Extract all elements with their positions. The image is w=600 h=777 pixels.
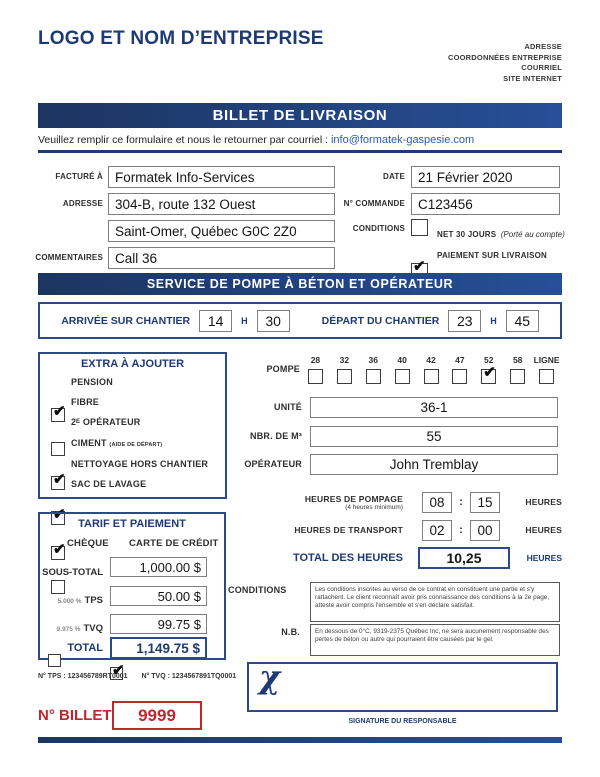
arrivee-heure-input[interactable] [199, 310, 232, 332]
cheque-label: CHÈQUE [67, 538, 109, 549]
date-value: 21 Février 2020 [418, 169, 513, 185]
heures-pompage-label-block [240, 494, 403, 511]
total-heures-value: 10,25 [446, 550, 482, 566]
signature-mark: χ [259, 658, 281, 696]
pompe-checkbox-40[interactable] [395, 369, 410, 384]
carte-credit-label: CARTE DE CRÉDIT [129, 538, 219, 549]
commentaires-value: Call 36 [115, 250, 158, 266]
adresse-input[interactable] [108, 193, 335, 215]
unite-value: 36-1 [420, 400, 448, 415]
conditions-text-label: CONDITIONS [228, 585, 287, 595]
total-heures-suffix: HEURES [526, 553, 562, 563]
pompe-size-40: 40 [397, 354, 407, 365]
pompe-size-ligne: LIGNE [533, 354, 560, 365]
commande-value: C123456 [418, 196, 473, 212]
arrivee-label: ARRIVÉE SUR CHANTIER [61, 314, 191, 327]
pompe-size-header-row [301, 354, 561, 365]
pompe-size-36: 36 [368, 354, 378, 365]
extra-pension-label [71, 377, 113, 387]
pompage-heures-suffix: HEURES [525, 497, 562, 507]
commande-input[interactable] [411, 193, 560, 215]
depart-label: DÉPART DU CHANTIER [321, 314, 440, 327]
pompage-heures-value: 08 [429, 495, 445, 510]
extra-fibre-label [71, 397, 99, 407]
billet-title-bar [38, 103, 562, 128]
adresse-value: 304-B, route 132 Ouest [115, 196, 256, 212]
total-heures-label: TOTAL DES HEURES [292, 552, 403, 564]
date-input[interactable] [411, 166, 560, 188]
pompage-colon: : [459, 496, 463, 508]
adresse2-input[interactable] [108, 220, 335, 242]
pompe-size-32: 32 [339, 354, 350, 365]
net30-checkbox[interactable] [411, 219, 428, 236]
extra-fibre-text: FIBRE [71, 397, 99, 407]
nbr-m3-input[interactable] [310, 426, 558, 447]
contact-line-courriel: COURRIEL [521, 63, 562, 72]
operateur-value: John Tremblay [389, 457, 479, 472]
tarif-total-value: 1,149.75 $ [136, 640, 200, 656]
arrivee-h-label: H [241, 315, 248, 326]
extra-operateur2-text: 2ᴱ OPÉRATEUR [71, 417, 141, 427]
billet-number-label: N° BILLET [38, 707, 112, 724]
intro-text: Veuillez remplir ce formulaire et nous le retourner par courriel : [38, 134, 329, 146]
facture-a-label: FACTURÉ À [55, 172, 103, 181]
pompe-checkbox-28[interactable] [308, 369, 323, 384]
adresse2-value: Saint-Omer, Québec G0C 2Z0 [115, 223, 297, 239]
pompe-checkbox-52[interactable] [481, 369, 496, 384]
commande-label: N° COMMANDE [343, 199, 405, 208]
arrivee-minute-value: 30 [265, 312, 281, 329]
billet-number-box [112, 701, 202, 730]
extra-sac-text: SAC DE LAVAGE [71, 479, 147, 489]
tvq-value: 99.75 $ [157, 616, 201, 632]
extra-title: EXTRA À AJOUTER [80, 358, 185, 370]
service-section-bar [38, 273, 562, 295]
extra-operateur2-label [71, 417, 141, 427]
sous-total-input[interactable] [110, 557, 207, 577]
commentaires-input[interactable] [108, 247, 335, 269]
extra-nettoyage-label [71, 459, 208, 469]
tvq-label-block [40, 618, 103, 636]
divider-line-top [38, 150, 562, 153]
pompe-size-58: 58 [512, 354, 523, 365]
depart-h-label: H [490, 315, 497, 326]
conditions-text-box [310, 582, 560, 622]
tps-label: TPS [84, 595, 103, 606]
service-section-title: SERVICE DE POMPE À BÉTON ET OPÉRATEUR [146, 277, 454, 291]
commentaires-label: COMMENTAIRES [35, 253, 103, 262]
nbr-m3-value: 55 [426, 429, 442, 444]
sous-total-value: 1,000.00 $ [139, 559, 201, 575]
tvq-rate: 9.975 % [56, 626, 81, 633]
unite-input[interactable] [310, 397, 558, 418]
tvq-number: N° TVQ : 1234567891TQ0001 [141, 673, 237, 680]
paiement-livraison-label: PAIEMENT SUR LIVRAISON [437, 251, 548, 260]
conditions-paiement-label: CONDITIONS [352, 224, 405, 233]
extra-ciment-note: (AIDE DE DÉPART) [109, 442, 163, 448]
pompe-checkbox-36[interactable] [366, 369, 381, 384]
nbr-m3-label: NBR. DE M³ [250, 431, 302, 441]
conditions-text: Les conditions inscrites au verso de ce contrat en constituent une partie et s'y rattachent. Le client reconnaît avoir pris connaissance des conditions à la 2e page, atteste avoir compris l'ensemble et s'en déclare satisfait. [315, 586, 550, 609]
extra-operateur2-checkbox[interactable] [51, 476, 65, 490]
unite-label: UNITÉ [274, 402, 302, 412]
pompe-checkbox-58[interactable] [510, 369, 525, 384]
transport-heures-input[interactable] [422, 520, 452, 541]
depart-minute-input[interactable] [506, 310, 539, 332]
arrivee-minute-input[interactable] [257, 310, 290, 332]
arrivee-heure-value: 14 [207, 312, 224, 329]
tarif-total-input[interactable] [110, 637, 207, 659]
extra-pension-checkbox[interactable] [51, 408, 65, 422]
pompe-label: POMPE [266, 364, 300, 374]
tps-value: 50.00 $ [157, 588, 201, 604]
extra-sac-label [71, 479, 146, 489]
tvq-label: TVQ [83, 623, 103, 634]
pompage-minutes-value: 15 [477, 495, 493, 510]
operateur-label: OPÉRATEUR [244, 459, 302, 469]
contact-line-site: SITE INTERNET [503, 73, 562, 83]
pompage-minutes-input[interactable] [470, 492, 500, 513]
extra-nettoyage-text: NETTOYAGE HORS CHANTIER [71, 459, 209, 469]
pompage-heures-input[interactable] [422, 492, 452, 513]
tarif-title: TARIF ET PAIEMENT [78, 518, 186, 530]
date-label: DATE [383, 172, 405, 181]
transport-minutes-input[interactable] [470, 520, 500, 541]
chantier-times-box [38, 302, 562, 339]
pompe-size-28: 28 [310, 354, 321, 365]
pompe-size-47: 47 [455, 354, 465, 365]
tarif-total-label: TOTAL [67, 642, 103, 654]
net30-note: (Porté au compte) [500, 230, 565, 239]
depart-heure-input[interactable] [448, 310, 481, 332]
sous-total-label-block [40, 562, 103, 580]
extra-pension-text: PENSION [71, 377, 113, 387]
net30-label: NET 30 JOURS [437, 230, 497, 239]
contact-line-coordonnees: COORDONNÉES ENTREPRISE [448, 52, 562, 62]
nb-text: En dessous de 0°C, 9319-2375 Québec Inc, ne sera aucunement responsable des pertes de béton ou autre qui pourraient être causées par le gel. [315, 628, 549, 643]
pompe-checkbox-ligne[interactable] [539, 369, 554, 384]
adresse-label: ADRESSE [62, 199, 103, 208]
extra-fibre-checkbox[interactable] [51, 442, 65, 456]
billet-title: BILLET DE LIVRAISON [212, 107, 388, 124]
operateur-input[interactable] [310, 454, 558, 475]
billet-number-value: 9999 [138, 705, 176, 725]
depart-minute-value: 45 [514, 312, 531, 329]
signature-label: SIGNATURE DU RESPONSABLE [348, 718, 457, 725]
pompe-checkbox-47[interactable] [452, 369, 467, 384]
heures-pompage-note: (4 heures minimum) [345, 504, 403, 511]
extra-ciment-label [71, 438, 162, 448]
heures-transport-label: HEURES DE TRANSPORT [294, 525, 403, 535]
company-contact-block [448, 42, 562, 84]
tps-number: N° TPS : 123456789RT0001 [38, 673, 128, 680]
intro-instruction [38, 134, 474, 146]
total-heures-input[interactable] [418, 547, 510, 569]
bottom-bar [38, 737, 562, 743]
transport-colon: : [459, 524, 463, 536]
facture-a-value: Formatek Info-Services [115, 169, 255, 185]
net30-label-group [437, 224, 565, 242]
tps-rate: 5.000 % [57, 598, 82, 605]
tps-input[interactable] [110, 586, 207, 606]
pompe-checkbox-42[interactable] [424, 369, 439, 384]
depart-heure-value: 23 [456, 312, 473, 329]
facture-a-input[interactable] [108, 166, 335, 188]
tax-numbers-line [38, 673, 236, 680]
nb-label: N.B. [281, 627, 300, 637]
pompe-checkbox-row [301, 368, 561, 384]
contact-line-adresse: ADRESSE [524, 42, 562, 51]
tvq-input[interactable] [110, 614, 207, 634]
company-logo-text: LOGO ET NOM D’ENTREPRISE [38, 28, 324, 49]
extra-ciment-text: CIMENT [71, 438, 107, 448]
nb-text-box [310, 624, 560, 656]
transport-minutes-value: 00 [477, 523, 493, 538]
heures-pompage-label: HEURES DE POMPAGE [304, 494, 403, 504]
tps-label-block [40, 590, 103, 608]
sous-total-label: SOUS-TOTAL [42, 567, 103, 578]
transport-heures-value: 02 [429, 523, 445, 538]
signature-box[interactable] [247, 658, 558, 712]
pompe-checkbox-32[interactable] [337, 369, 352, 384]
pompe-size-42: 42 [426, 354, 436, 365]
email-link[interactable]: info@formatek-gaspesie.com [330, 134, 475, 146]
pompe-size-52: 52 [484, 354, 494, 365]
transport-heures-suffix: HEURES [525, 525, 562, 535]
